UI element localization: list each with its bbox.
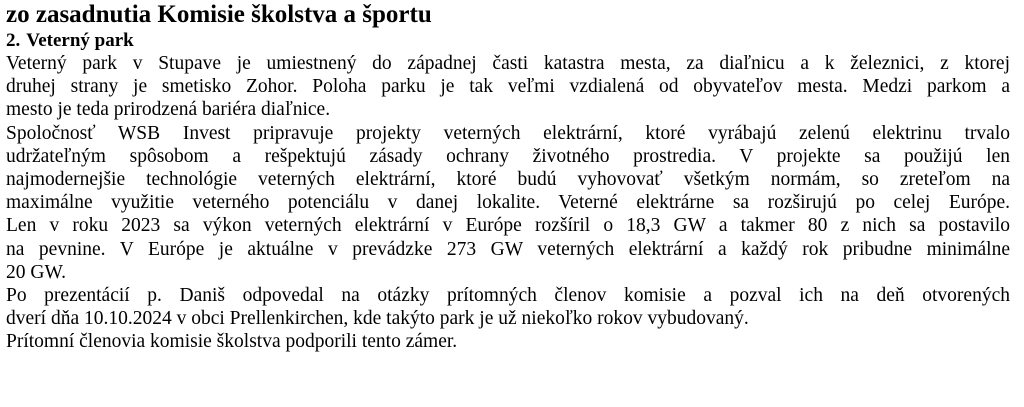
paragraph-location <box>6 52 1010 122</box>
paragraph-line: mesto je teda prirodzená bariéra diaľnice. <box>6 99 331 121</box>
document-page <box>6 0 1010 354</box>
section-heading <box>6 30 1010 52</box>
paragraph-line: dverí dňa 10.10.2024 v obci Prellenkirchen, kde takýto park je už niekoľko rokov vybudovaný. <box>6 308 749 330</box>
paragraph-line: druhej strany je smetisko Zohor. Poloha parku je tak veľmi vzdialená od obyvateľov mesta. Medzi parkom a <box>6 76 1010 98</box>
paragraph-line: udržateľným spôsobom a rešpektujú zásady ochrany životného prostredia. V projekte sa použijú len <box>6 145 1010 167</box>
section-number: 2. <box>6 30 21 51</box>
paragraph-conclusion <box>6 330 1010 353</box>
paragraph-line: Prítomní členovia komisie školstva podporili tento zámer. <box>6 331 458 353</box>
paragraph-company <box>6 122 1010 284</box>
paragraph-line: na pevnine. V Európe je aktuálne v prevádzke 273 GW veterných elektrární a každý rok pribudne minimálne <box>6 238 1010 260</box>
paragraph-line: maximálne využitie veterného potenciálu v danej lokalite. Veterné elektrárne sa rozširujú po celej Európe. <box>6 192 1010 214</box>
section-title: Veterný park <box>26 30 134 51</box>
paragraph-line: Veterný park v Stupave je umiestnený do západnej časti katastra mesta, za diaľnicu a k železnici, z ktorej <box>6 53 1010 74</box>
document-title: zo zasadnutia Komisie školstva a športu <box>6 1 432 28</box>
paragraph-line: 20 GW. <box>6 261 66 283</box>
paragraph-line: Len v roku 2023 sa výkon veterných elektrární v Európe rozšíril o 18,3 GW a takmer 80 z nich sa postavilo <box>6 215 1010 237</box>
paragraph-line: najmodernejšie technológie veterných elektrární, ktoré budú vyhovovať všetkým normám, so zreteľom na <box>6 169 1010 191</box>
paragraph-line: Po prezentácií p. Daniš odpovedal na otázky prítomných členov komisie a pozval ich na deň otvorených <box>6 285 1010 307</box>
paragraph-line: Spoločnosť WSB Invest pripravuje projekty veterných elektrární, ktoré vyrábajú zelenú elektrinu trvalo <box>6 122 1010 144</box>
paragraph-presentation <box>6 284 1010 330</box>
